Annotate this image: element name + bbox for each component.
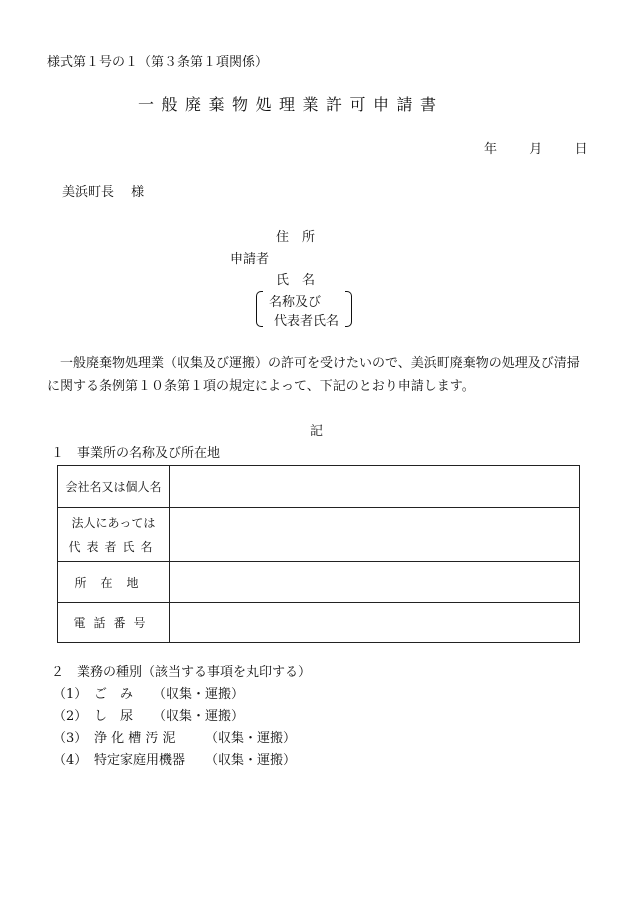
- item-name: 特定家庭用機器: [94, 753, 186, 768]
- location-label: 所在地: [58, 562, 170, 603]
- item-name: し 尿: [94, 709, 134, 724]
- table-row: [58, 603, 580, 643]
- item-number: （1）: [53, 687, 88, 702]
- list-item: [53, 727, 296, 746]
- representative-label-line-1: 法人にあっては: [71, 515, 156, 530]
- list-item: [53, 683, 244, 702]
- list-item: [53, 705, 244, 724]
- list-item: [53, 749, 296, 768]
- name-label: 氏 名: [276, 273, 316, 288]
- page-title: 一般廃棄物処理業許可申請書: [138, 95, 444, 114]
- date-line: [484, 138, 588, 157]
- date-month: 月: [529, 142, 543, 157]
- section-2-heading: ２ 業務の種別（該当する事項を丸印する）: [51, 665, 312, 680]
- representative-field[interactable]: [170, 508, 580, 562]
- date-year: 年: [484, 142, 498, 157]
- date-day: 日: [574, 142, 588, 157]
- application-statement: 一般廃棄物処理業（収集及び運搬）の許可を受けたいので、美浜町廃棄物の処理及び清掃に関する条例第１０条第１項の規定によって、下記のとおり申請します。: [47, 356, 580, 394]
- item-scope: （収集・運搬）: [205, 731, 297, 746]
- item-scope: （収集・運搬）: [205, 753, 297, 768]
- bracket-line-1: 名称及び: [269, 295, 322, 310]
- location-field[interactable]: [170, 562, 580, 603]
- address-label: 住 所: [276, 230, 316, 245]
- item-scope: （収集・運搬）: [153, 709, 245, 724]
- company-name-field[interactable]: [170, 466, 580, 508]
- phone-label: 電話番号: [58, 603, 170, 643]
- table-row: [58, 466, 580, 508]
- addressee: 美浜町長 様: [62, 185, 145, 200]
- ki-heading: 記: [310, 424, 324, 439]
- item-name: 浄 化 槽 汚 泥: [94, 731, 176, 746]
- representative-label: [58, 508, 170, 562]
- business-info-table: [57, 465, 580, 643]
- section-1-heading: １ 事業所の名称及び所在地: [51, 446, 221, 461]
- bracket-line-2: 代表者氏名: [274, 314, 340, 329]
- representative-label-line-2: 代表者氏名: [68, 539, 159, 554]
- item-number: （4）: [53, 753, 88, 768]
- left-bracket: [256, 291, 263, 327]
- item-number: （2）: [53, 709, 88, 724]
- item-number: （3）: [53, 731, 88, 746]
- right-bracket: [345, 291, 352, 327]
- item-name: ご み: [94, 687, 134, 702]
- company-name-label: 会社名又は個人名: [58, 466, 170, 508]
- representative-bracket: [256, 291, 352, 327]
- form-number: 様式第１号の１（第３条第１項関係）: [47, 55, 269, 70]
- table-row: [58, 508, 580, 562]
- item-scope: （収集・運搬）: [153, 687, 245, 702]
- phone-field[interactable]: [170, 603, 580, 643]
- applicant-label: 申請者: [230, 252, 270, 267]
- table-row: [58, 562, 580, 603]
